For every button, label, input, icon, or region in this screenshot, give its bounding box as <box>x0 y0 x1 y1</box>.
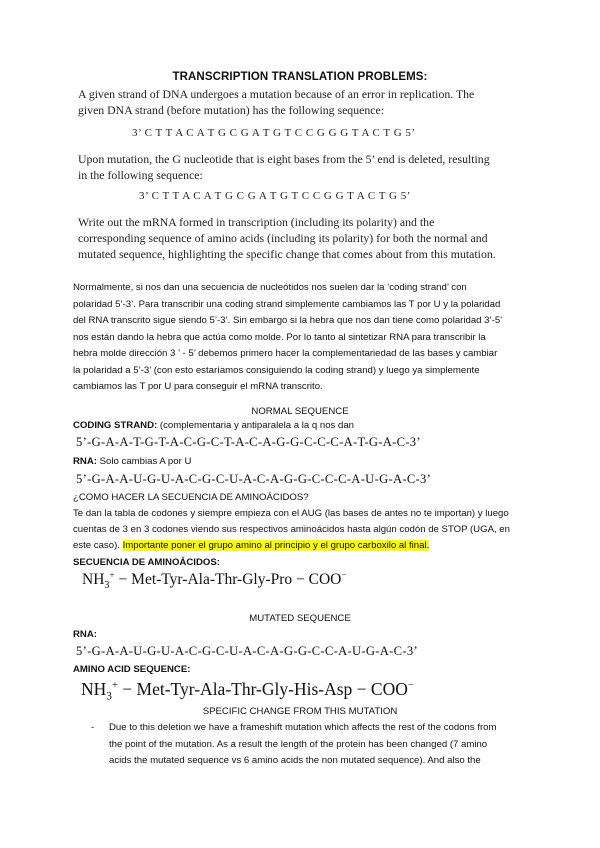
problem-line-6: corresponding sequence of amino acids (including its polarity) for both the normal and <box>78 231 488 245</box>
page-title: TRANSCRIPTION TRANSLATION PROBLEMS: <box>172 71 428 83</box>
problem-line-7: mutated sequence, highlighting the specific change that comes about from this mutation. <box>78 247 496 261</box>
specific-change-heading: SPECIFIC CHANGE FROM THIS MUTATION <box>202 706 398 717</box>
dna-original-sequence: 3’ C T T A C A T G C G A T G T C C G G G T A C T G 5’ <box>132 127 416 139</box>
normal-amino-acid-sequence <box>82 571 347 591</box>
amino-prefix-sub: 3 <box>104 580 110 592</box>
normal-rna-sequence: 5’-G-A-A-U-G-U-A-C-G-C-U-A-C-A-G-G-C-C-C-A-U-G-A-C-3’ <box>76 472 432 486</box>
explanation-line-3: del RNA transcrito sigue siendo 5’-3’. Sin embargo si la hebra que nos dan tiene como polaridad 3’-5’ <box>73 315 503 326</box>
amino-question: ¿COMO HACER LA SECUENCIA DE AMINOÁCIDOS? <box>73 492 309 503</box>
normal-rna-note: Solo cambias A por U <box>96 456 192 467</box>
explanation-line-6: la polaridad a 5’-3’ (con esto estaríamos consiguiendo la coding strand) y luego ya simplemente <box>73 365 480 376</box>
instruction-line-1: Te dan la tabla de codones y siempre empieza con el AUG (las bases de antes no te importan) y luego <box>73 508 509 519</box>
explanation-line-4: nos están dando la hebra que actúa como molde. Por lo tanto al sintetizar RNA para transcribir la <box>73 332 486 343</box>
explanation-line-1: Normalmente, si nos dan una secuencia de nucleótidos nos suelen dar la ‘coding strand’ con <box>73 282 467 293</box>
explanation-line-2: polaridad 5’-3’. Para transcribir una coding strand simplemente cambiamos las T por U y la polaridad <box>73 299 501 310</box>
specific-line-1: Due to this deletion we have a frameshift mutation which affects the rest of the codons from <box>109 722 497 733</box>
problem-line-4: in the following sequence: <box>78 168 203 182</box>
explanation-line-5: hebra molde dirección 3 ’ - 5’ debemos primero hacer la complementariedad de las bases y cambiar <box>73 348 498 359</box>
specific-line-2: the point of the mutation. As a result the length of the protein has been changed (7 amino <box>109 739 488 750</box>
dna-mutated-sequence: 3’ C T T A C A T G C G A T G T C C G G T A C T G 5’ <box>139 190 411 202</box>
amino-chain: − Met-Tyr-Ala-Thr-Gly-Pro − COO <box>114 571 342 588</box>
problem-line-2: given DNA strand (before mutation) has the following sequence: <box>78 103 384 117</box>
coding-strand-label: CODING STRAND: <box>73 420 158 431</box>
mutated-amino-prefix: NH <box>81 679 107 699</box>
amino-prefix-sup: + <box>109 570 115 581</box>
mutated-amino-chain: − Met-Tyr-Ala-Thr-Gly-His-Asp − COO <box>117 679 408 699</box>
amino-prefix: NH <box>82 571 105 588</box>
amino-sequence-label: SECUENCIA DE AMINOÁCIDOS: <box>73 557 220 568</box>
mutated-sequence-heading: MUTATED SEQUENCE <box>249 613 351 624</box>
instruction-line-2: cuentas de 3 en 3 codones viendo sus respectivos aminoácidos hasta algún codón de STOP (UGA, en <box>73 524 510 535</box>
specific-line-3: acids the mutated sequence vs 6 amino acids the non mutated sequence). And also the <box>109 755 481 766</box>
coding-strand-note: (complementaria y antiparalela a la q nos dan <box>157 420 355 431</box>
bullet-marker: - <box>91 722 95 733</box>
normal-rna-line <box>73 456 191 467</box>
coding-strand-sequence: 5’-G-A-A-T-G-T-A-C-G-C-T-A-C-A-G-G-C-C-C-A-T-G-A-C-3’ <box>76 435 421 449</box>
problem-line-5: Write out the mRNA formed in transcription (including its polarity) and the <box>78 215 435 229</box>
mutated-amino-acid-sequence <box>81 679 414 703</box>
carboxyl-sup: − <box>341 570 347 581</box>
instruction-line-3 <box>73 540 429 551</box>
mutated-amino-prefix-sub: 3 <box>106 690 112 703</box>
coding-strand-line <box>73 420 354 431</box>
problem-line-3: Upon mutation, the G nucleotide that is eight bases from the 5’ end is deleted, resulting <box>78 152 490 166</box>
mutated-amino-label: AMINO ACID SEQUENCE: <box>73 664 191 675</box>
instruction-line-3-text: este caso). <box>73 540 123 551</box>
mutated-rna-label: RNA: <box>73 629 97 640</box>
highlighted-note: Importante poner el grupo amino al principio y el grupo carboxilo al final. <box>122 540 430 551</box>
explanation-line-7: cambiamos las T por U para conseguir el mRNA transcrito. <box>73 381 323 392</box>
mutated-carboxyl-sup: − <box>407 680 414 692</box>
mutated-amino-prefix-sup: + <box>111 680 118 692</box>
normal-rna-label: RNA: <box>73 456 97 467</box>
problem-line-1: A given strand of DNA undergoes a mutation because of an error in replication. The <box>78 87 475 101</box>
mutated-rna-sequence: 5’-G-A-A-U-G-U-A-C-G-C-U-A-C-A-G-G-C-C-A-U-G-A-C-3’ <box>76 644 418 658</box>
normal-sequence-heading: NORMAL SEQUENCE <box>251 406 349 417</box>
